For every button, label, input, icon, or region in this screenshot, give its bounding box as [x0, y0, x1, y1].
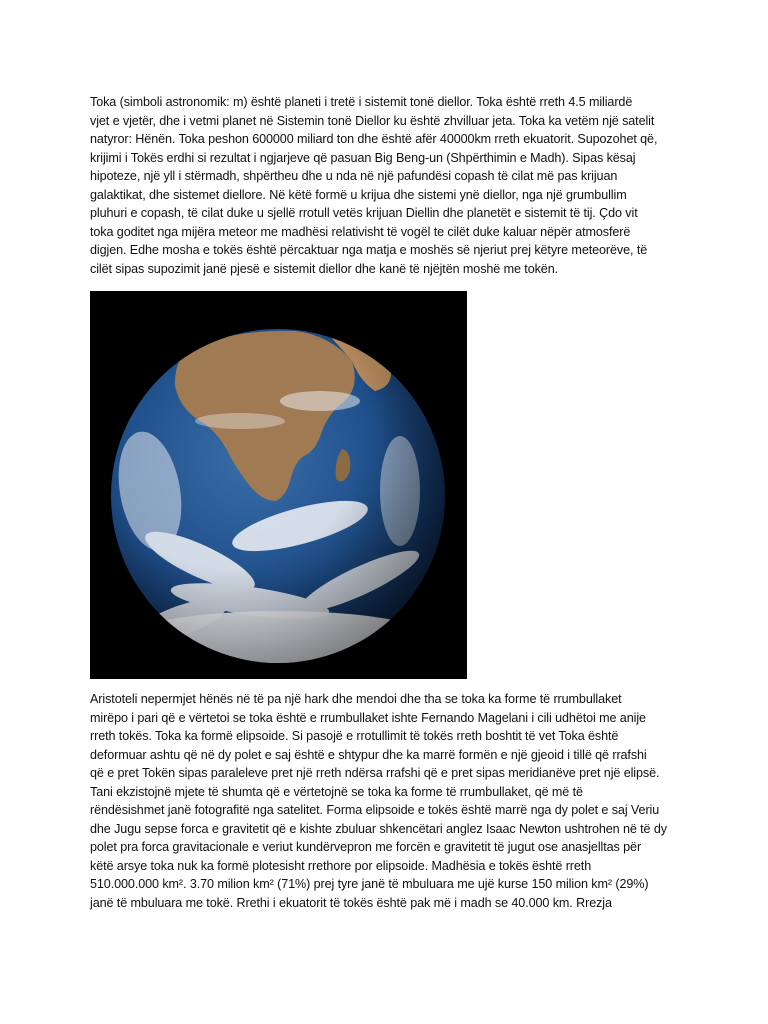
- text-line: këtë arsye toka nuk ka formë plotesisht rrethore por elipsoide. Madhësia e tokës është rreth: [90, 858, 592, 873]
- paragraph-earth-intro: [90, 93, 682, 278]
- text-line: Toka (simboli astronomik: m) është planeti i tretë i sistemit tonë diellor. Toka është rreth 4.5 miliardë: [90, 95, 633, 109]
- text-line: Aristoteli nepermjet hënës në të pa një hark dhe mendoi dhe tha se toka ka forme të rrumbullaket: [90, 692, 622, 706]
- text-line: janë të mbuluara me tokë. Rrethi i ekuatorit të tokës është pak më i madh se 40.000 km. Rrezja: [90, 895, 612, 910]
- text-line: digjen. Edhe mosha e tokës është përcaktuar nga matja e moshës së njeriut prej këtyre meteorëve, të: [90, 243, 648, 257]
- earth-photo-icon: [90, 291, 467, 679]
- text-line: hipoteze, një yll i stërmadh, shpërtheu dhe u nda në një pafundësi copash të cilat më pas krijuan: [90, 169, 618, 183]
- text-line: vjet e vjetër, dhe i vetmi planet në Sistemin tonë Diellor ku është zhvilluar jeta. Toka ka vetëm një satelit: [90, 113, 655, 128]
- text-line: rreth tokës. Toka ka formë elipsoide. Si pasojë e rrotullimit të tokës rreth boshtit të vet Toka është: [90, 729, 619, 743]
- text-line: polet pra forca gravitacionale e veriut kundërvepron me forcën e gravitetit të jugut ose anasjelltas për: [90, 840, 642, 854]
- text-line: që e pret Tokën sipas paraleleve pret një rreth ndërsa rrafshi që e pret sipas meridianëve pret një elipsë.: [90, 766, 660, 780]
- text-line: rëndësishmet janë fotografitë nga satelitet. Forma elipsoide e tokës është marrë nga dy polet e saj Veriu: [90, 803, 660, 817]
- globe-shading: [111, 329, 445, 663]
- earth-photo: [90, 291, 467, 679]
- text-line: pluhuri e copash, të cilat duke u sjellë rrotull vetës krijuan Diellin dhe planetët e sistemit të tij. Çdo vit: [90, 206, 638, 220]
- text-line: dhe Jugu sepse forca e gravitetit që e kishte zbuluar shkencëtari anglez Isaac Newton ushtrohen në të dy: [90, 821, 667, 836]
- text-line: deformuar ashtu që në dy polet e saj është e shtypur dhe ka marrë formën e një gjeoid i tillë që rrafshi: [90, 747, 647, 762]
- text-line: 510.000.000 km². 3.70 milion km² (71%) prej tyre janë të mbuluara me ujë kurse 150 milion km² (29%): [90, 877, 649, 891]
- text-line: natyror: Hënën. Toka peshon 600000 miliard ton dhe është afër 40000km rreth ekuatorit. Supozohet që,: [90, 132, 658, 146]
- text-line: mirëpo i pari që e vërtetoi se toka është e rrumbullaket ishte Fernando Magelani i cili udhëtoi me anije: [90, 710, 646, 725]
- text-line: Tani ekzistojnë mjete të shumta që e vërtetojnë se toka ka forme të rrumbullaket, që më të: [90, 784, 583, 799]
- text-line: krijimi i Tokës erdhi si rezultat i ngjarjeve që pasuan Big Beng-un (Shpërthimin e Madh). Sipas kësaj: [90, 150, 636, 165]
- text-line: cilët sipas supozimit janë pjesë e sistemit diellor dhe kanë të njëjtën moshë me tokën.: [90, 261, 559, 276]
- text-line: galaktikat, dhe sistemet diellore. Në këtë formë u krijua dhe sistemi ynë diellor, nga një grumbullim: [90, 187, 627, 202]
- text-line: toka goditet nga mijëra meteor me madhësi relativisht të vogël te cilët duke kaluar nëpër atmosferë: [90, 224, 631, 239]
- paragraph-earth-shape: [90, 690, 682, 912]
